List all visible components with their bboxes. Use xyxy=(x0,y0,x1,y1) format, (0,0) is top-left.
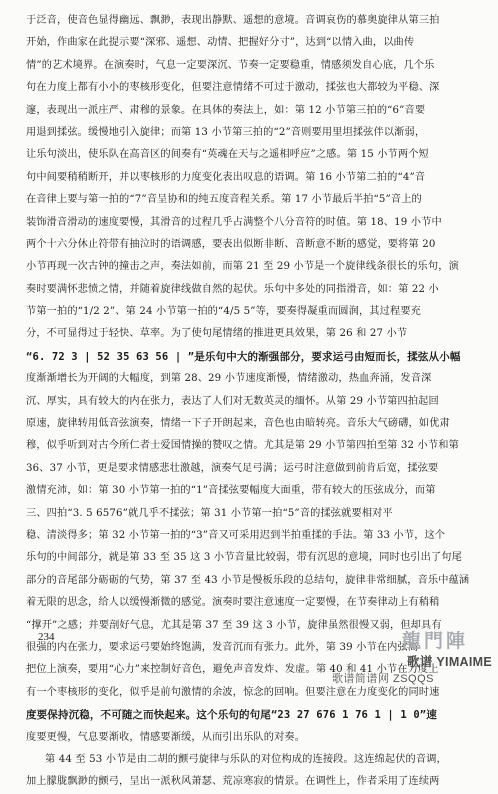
text-line: 有一个枣核形的变化，似乎是前句激情的余波，惊念的回响。但要注意在力度变化的同时速 xyxy=(26,686,440,698)
text-line: 穆，似乎听到对古今所仁者士爱国情操的赞叹之情。尤其是第 29 小节第四拍至第 32 小节和第 xyxy=(26,440,459,452)
text-line: 句在力度上都有小小的枣核形变化，但要注意情绪不可过于激动，揉弦也大都较为平稳、深 xyxy=(26,82,440,94)
watermark-site: 歌谱 YIMAIME xyxy=(407,655,492,669)
text-line: 很强的内在张力，要求运弓要始终饱满，发音沉而有张力。此外，第 39 小节在内弦高 xyxy=(26,641,419,653)
text-line: 邃，表现出一派庄严、肃穆的景象。在具体的奏法上，如：第 12 小节第三拍的“6”音要 xyxy=(26,104,426,116)
text-line: 第 44 至 53 小节是由二胡的颤弓旋律与乐队的对位构成的连接段。这连绵起伏的音调， xyxy=(45,753,447,765)
text-line: 于泛音，使音色显得幽远、飘渺，表现出静默、遥想的意境。音调哀伤的慕奥旋律从第三拍 xyxy=(26,15,440,26)
text-line: 度渐渐增长为开阔的大幅度，到第 28、29 小节速度渐慢，情绪激动，热血奔涌，发音深 xyxy=(26,373,432,385)
watermark-bottom: 歌谱简谱网 ZSQQS xyxy=(331,673,434,685)
text-line: 稳、清淡得多；第 32 小节第一拍的“3”音又可采用迟到半拍重揉的手法。第 33 小节，这个 xyxy=(26,529,446,541)
text-line: 节第一拍的“1/2 2”、第 24 小节第一拍的“4/5 5”等，要奏得凝重而圆润，其过程要充 xyxy=(26,306,421,318)
text-line: 原速，旋律转用低音弦演奏，情绪一下子开朗起来，音色也由暗转亮。音乐大气磅礴，如优肃 xyxy=(26,418,450,430)
text-line: 着无限的思念，给人以缓慢渐微的感觉。演奏时要注意速度一定要慢，在节奏律动上有稍稍 xyxy=(26,597,440,609)
page-number: 234 xyxy=(38,631,55,643)
text-line: 沉、厚实，具有较大的内在张力，表达了人们对无数英灵的缅怀。从第 29 小节第四拍起回 xyxy=(26,395,439,407)
text-line: 激情充沛，如：第 30 小节第一拍的“1”音揉弦要幅度大面重，带有较大的压弦成分，而第 xyxy=(26,485,436,497)
score-line: “6. 72 3 | 52 35 63 56 | ”是乐句中大的渐强部分，要求运弓由短而长，揉弦从小幅 xyxy=(26,350,461,363)
text-line: 把位上演奏，要用“心力”来控制好音色，避免声音发炸、发虚。第 40 和 41 小节在力度上 xyxy=(26,664,439,676)
text-line: 三、四拍“3. 5 6576”就几乎不揉弦；第 31 小节第一拍“5”音的揉弦就要相对平 xyxy=(26,507,393,519)
text-line: 装饰滑音滑动的速度要慢，其滑音的过程几乎占满整个八分音符的时值。第 18、19 小节中 xyxy=(26,216,442,228)
text-line: 度要更慢，气息要渐收，情感要渐缓，从而引出乐队的对奏。 xyxy=(26,731,306,743)
text-line: 句中间要稍稍断开，并以枣核形的力度变化表出叹息的语调。第 16 小节第二拍的“4”音 xyxy=(26,171,426,183)
text-line: 36、37 小节，更是要求情感悲壮激越，演奏气足弓满；运弓时注意做到前肯后宽，揉弦要 xyxy=(26,462,439,474)
text-line: 奏时要满怀悲愤之情，并随着旋律线做自然的起伏。乐句中多处的同指滑音，如：第 22 小 xyxy=(26,283,439,295)
text-line: 两个十六分休止符带有抽泣时的语调感，要表出似断非断、音断意不断的感觉，要将第 20 xyxy=(26,238,436,250)
text-line: 加上朦胧飘渺的颤弓，呈出一派秋风萧瑟、荒凉寒寂的情景。在调性上，作者采用了连续两 xyxy=(26,776,440,788)
text-line: 让乐句淡出，使乐队在高音区的间奏有“英魂在天与之遥相呼应”之感。第 15 小节两个短 xyxy=(26,149,429,161)
text-line: 小节再现一次古钟的撞击之声，奏法如前，而第 21 至 29 小节是一个旋律线条很长的乐句，演 xyxy=(26,261,459,273)
text-line: 在音律上要与第一拍的“7”音呈协和的纯五度音程关系。第 17 小节最后半拍“5”音上的 xyxy=(26,194,422,206)
text-line: 开始，作曲家在此提示要“深邪、遥想、动情、把握好分寸”，达到“以情入曲，以曲传 xyxy=(26,37,415,49)
watermark-logo: 龍門陣 xyxy=(401,631,468,652)
text-line: 用退到揉弦。缓慢地引入旋律；而第 13 小节第三拍的“2”音则要用里坦揉弦伴以渐弱， xyxy=(26,126,426,138)
text-line: 情”的艺术境界。在演奏时，气息一定要深沉、节奏一定要稳重，情感须发自心底，几个乐 xyxy=(26,59,435,71)
text-line: “撑开”之感；并要剖好气息，尤其是第 37 至 39 这 3 小节，旋律虽然很慢又弱，但却具有 xyxy=(26,619,442,631)
score-line: 度要保持沉稳，不可随之而快起来。这个乐句的句尾“23 27 676 1 76 1 | 1 0”速 xyxy=(26,709,437,722)
text-line: 分，不可显得过于轻快、草率。为了使句尾情绪的推进更具效果，第 26 和 27 小节 xyxy=(26,328,408,340)
text-line: 乐句的中间部分，就是第 33 至 35 这 3 小节音量比较弱，带有沉思的意境，同时也引出了句尾 xyxy=(26,552,462,564)
text-line: 部分的音尾部分砺砺的气势，第 37 至 43 小节是慢板乐段的总结句，旋律非常细腻，音乐中蕴涵 xyxy=(26,574,470,586)
